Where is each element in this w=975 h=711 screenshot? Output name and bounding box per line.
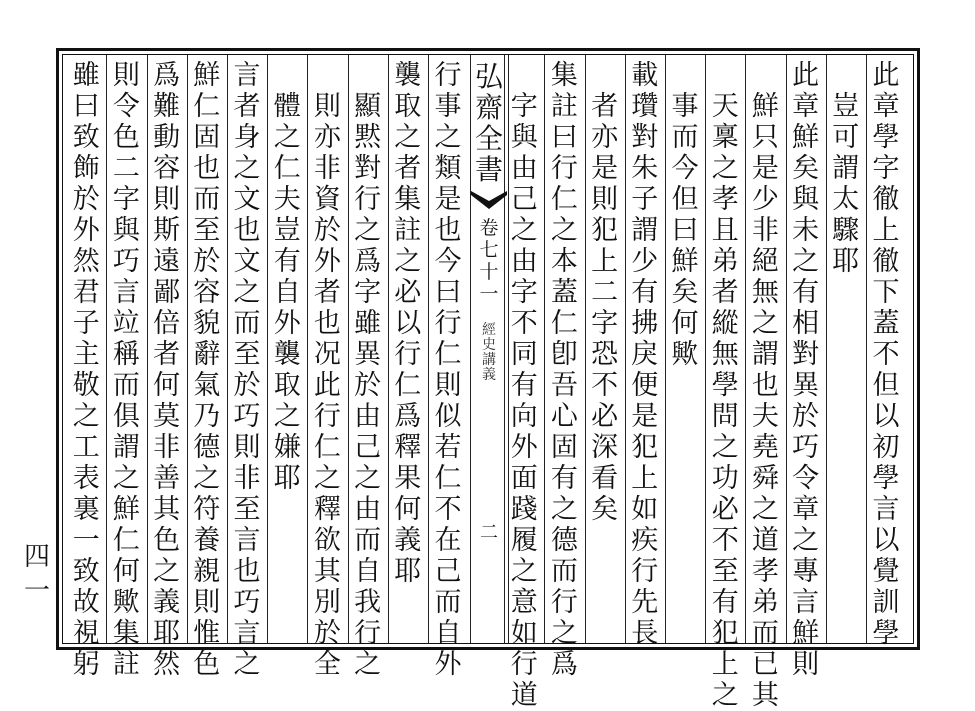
left-text-column: 鮮 仁 固 也 而 至 於 容 貌 辭 氣 乃 德 之 符 養 親 則 惟 色 xyxy=(193,60,221,680)
right-text-column: 此 章 學 字 徹 上 徹 下 蓋 不 但 以 初 學 言 以 覺 訓 學 xyxy=(872,60,900,649)
section-label: 經 史 講 義 xyxy=(482,322,496,383)
column-rule xyxy=(388,55,389,643)
right-text-column: 此 章 鮮 矣 與 未 之 有 相 對 異 於 巧 令 章 之 專 言 鮮 則 xyxy=(792,60,820,680)
left-text-column: 則 亦 非 資 於 外 者 也 况 此 行 仁 之 釋 欲 其 別 於 全 xyxy=(313,91,341,680)
left-text-column: 行 事 之 類 是 也 今 曰 行 仁 則 似 若 仁 不 在 己 而 自 外 xyxy=(434,60,462,680)
right-text-column: 豈 可 謂 太 驟 耶 xyxy=(832,91,860,277)
column-rule xyxy=(227,55,228,643)
column-rule xyxy=(106,55,107,643)
column-rule xyxy=(665,55,666,643)
spine-rule-right xyxy=(508,55,509,643)
left-text-column: 言 者 身 之 文 也 文 之 而 至 於 巧 則 非 至 言 也 巧 言 之 xyxy=(233,60,261,680)
right-text-column: 字 與 由 己 之 由 字 不 同 有 向 外 面 踐 履 之 意 如 行 道 xyxy=(510,91,538,711)
right-text-column: 集 註 曰 行 仁 之 本 蓋 仁 卽 吾 心 固 有 之 德 而 行 之 爲 xyxy=(550,60,578,680)
left-text-column: 襲 取 之 者 集 註 之 必 以 行 仁 爲 釋 果 何 義 耶 xyxy=(394,60,422,587)
spine-column xyxy=(470,55,508,643)
right-text-column: 者 亦 是 則 犯 上 二 字 恐 不 必 深 看 矣 xyxy=(591,91,619,525)
column-rule xyxy=(428,55,429,643)
right-text-column: 天 稟 之 孝 且 弟 者 縱 無 學 問 之 功 必 不 至 有 犯 上 之 xyxy=(711,91,739,711)
column-rule xyxy=(866,55,867,643)
leaf-number: 二 xyxy=(480,522,498,543)
column-rule xyxy=(585,55,586,643)
book-title: 弘 齋 全 書 xyxy=(474,60,503,186)
page-number: 四 一 xyxy=(23,542,50,606)
left-text-column: 顯 黙 對 行 之 爲 字 雖 異 於 由 己 之 由 而 自 我 行 之 xyxy=(354,91,382,680)
column-rule xyxy=(348,55,349,643)
left-text-column: 爲 難 動 容 則 斯 遠 鄙 倍 者 何 莫 非 善 其 色 之 義 耶 然 xyxy=(153,60,181,680)
column-rule xyxy=(307,55,308,643)
column-rule xyxy=(745,55,746,643)
column-rule xyxy=(625,55,626,643)
column-rule xyxy=(187,55,188,643)
left-text-column: 則 令 色 二 字 與 巧 言 竝 稱 而 俱 謂 之 鮮 仁 何 歟 集 註 xyxy=(112,60,140,680)
fishtail-ornament xyxy=(470,189,508,211)
column-rule xyxy=(786,55,787,643)
column-rule xyxy=(826,55,827,643)
volume-label: 卷 七 十 一 xyxy=(479,217,499,305)
column-rule xyxy=(267,55,268,643)
left-text-column: 體 之 仁 夫 豈 有 自 外 襲 取 之 嫌 耶 xyxy=(273,91,301,494)
column-rule xyxy=(544,55,545,643)
right-text-column: 鮮 只 是 少 非 絕 無 之 謂 也 夫 堯 舜 之 道 孝 弟 而 已 其 xyxy=(751,91,779,711)
column-rule xyxy=(147,55,148,643)
left-text-column: 雖 曰 致 飾 於 外 然 君 子 主 敬 之 工 表 裏 一 致 故 視 躬 xyxy=(72,60,100,680)
column-rule xyxy=(705,55,706,643)
right-text-column: 事 而 今 但 曰 鮮 矣 何 歟 xyxy=(671,91,699,370)
right-text-column: 載 瓚 對 朱 子 謂 少 有 拂 戾 便 是 犯 上 如 疾 行 先 長 xyxy=(631,60,659,649)
